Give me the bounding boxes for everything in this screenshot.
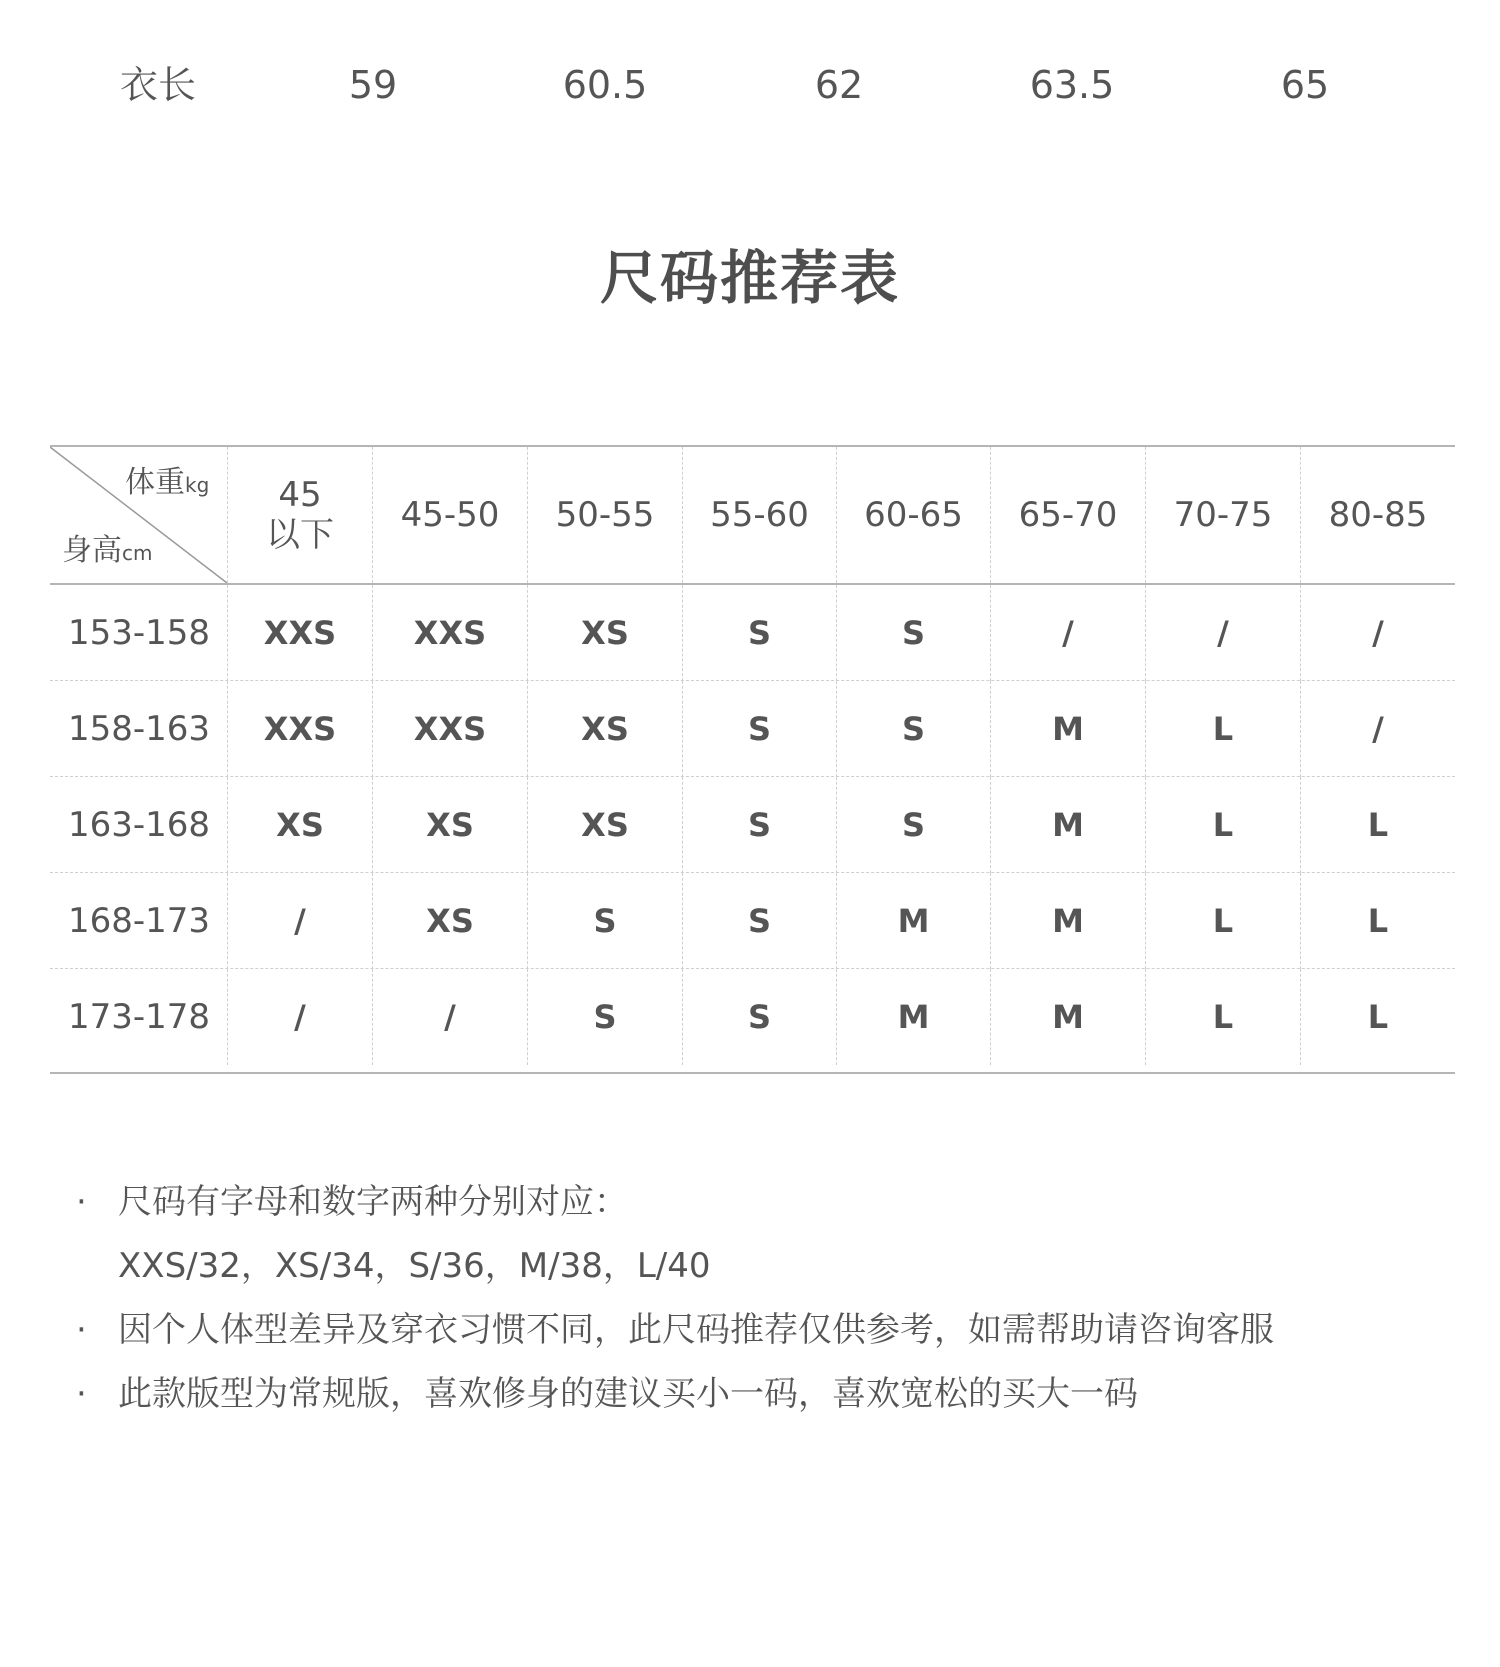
weight-unit: kg — [185, 473, 210, 497]
height-range-label: 158-163 — [68, 709, 211, 749]
size-cell: M — [990, 777, 1145, 873]
size-cell: S — [682, 969, 836, 1065]
height-axis-label — [62, 531, 152, 573]
note-text: 此款版型为常规版，喜欢修身的建议买小一码，喜欢宽松的买大一码 — [118, 1374, 1138, 1414]
note-text: 尺码有字母和数字两种分别对应： — [118, 1182, 628, 1222]
size-cell: L — [1145, 873, 1300, 969]
garment-length-row — [0, 55, 1500, 115]
length-label: 衣长 — [119, 63, 196, 107]
size-cell: XS — [527, 681, 682, 777]
bullet-dot: · — [76, 1310, 87, 1350]
table-row — [50, 585, 1455, 681]
size-cell: M — [990, 969, 1145, 1065]
size-cell: S — [682, 681, 836, 777]
height-range-label: 163-168 — [68, 805, 211, 845]
size-cell: L — [1145, 777, 1300, 873]
size-cell: L — [1300, 873, 1455, 969]
size-cell: XS — [227, 777, 372, 873]
weight-axis-label — [125, 463, 209, 505]
size-recommendation-table — [50, 445, 1455, 1074]
size-cell: / — [227, 969, 372, 1065]
size-cell: S — [836, 777, 990, 873]
size-cell: M — [990, 873, 1145, 969]
bullet-dot: · — [76, 1182, 87, 1222]
size-cell: XS — [372, 777, 527, 873]
weight-column-header: 80-85 — [1300, 447, 1455, 583]
length-value: 59 — [348, 63, 398, 107]
size-cell: S — [682, 585, 836, 681]
bullet-dot: · — [76, 1374, 87, 1414]
note-item — [70, 1298, 1470, 1362]
size-cell: M — [836, 969, 990, 1065]
weight-header-line1: 45 — [278, 475, 322, 515]
size-cell: XXS — [227, 585, 372, 681]
table-row — [50, 681, 1455, 777]
weight-column-header: 50-55 — [527, 447, 682, 583]
height-range-label: 168-173 — [68, 901, 211, 941]
size-cell: XS — [527, 585, 682, 681]
note-text: 因个人体型差异及穿衣习惯不同，此尺码推荐仅供参考，如需帮助请咨询客服 — [118, 1310, 1274, 1350]
height-range-label: 153-158 — [68, 613, 211, 653]
size-cell: / — [1300, 681, 1455, 777]
weight-column-header — [227, 447, 372, 583]
size-cell: M — [836, 873, 990, 969]
length-value: 62 — [814, 63, 864, 107]
weight-label-text: 体重 — [125, 465, 185, 500]
size-cell: S — [527, 969, 682, 1065]
size-cell: L — [1300, 969, 1455, 1065]
size-cell: S — [836, 681, 990, 777]
size-cell: S — [682, 777, 836, 873]
size-cell: L — [1145, 681, 1300, 777]
size-cell: XS — [527, 777, 682, 873]
table-row — [50, 777, 1455, 873]
length-value: 65 — [1280, 63, 1330, 107]
size-cell: / — [372, 969, 527, 1065]
size-cell: S — [682, 873, 836, 969]
size-cell: XS — [372, 873, 527, 969]
length-value: 60.5 — [562, 63, 648, 107]
table-row — [50, 969, 1455, 1065]
size-cell: S — [836, 585, 990, 681]
page-title: 尺码推荐表 — [599, 244, 900, 312]
weight-header-line2: 以下 — [266, 515, 334, 555]
note-item — [70, 1362, 1470, 1426]
length-value: 63.5 — [1029, 63, 1115, 107]
size-cell: / — [1300, 585, 1455, 681]
size-cell: / — [227, 873, 372, 969]
weight-column-header: 60-65 — [836, 447, 990, 583]
height-unit: cm — [122, 541, 153, 565]
size-cell: XXS — [372, 681, 527, 777]
height-range-label: 173-178 — [68, 997, 211, 1037]
weight-column-header: 65-70 — [990, 447, 1145, 583]
table-header-row — [50, 447, 1455, 585]
size-notes — [70, 1170, 1470, 1426]
size-cell: / — [1145, 585, 1300, 681]
table-corner-cell — [50, 447, 227, 583]
note-item — [70, 1170, 1470, 1234]
size-cell: M — [990, 681, 1145, 777]
note-size-mapping: XXS/32，XS/34，S/36，M/38，L/40 — [118, 1246, 711, 1286]
size-cell: XXS — [372, 585, 527, 681]
size-cell: L — [1145, 969, 1300, 1065]
weight-column-header: 45-50 — [372, 447, 527, 583]
table-row — [50, 873, 1455, 969]
size-cell: / — [990, 585, 1145, 681]
height-label-text: 身高 — [62, 533, 122, 568]
weight-column-header: 55-60 — [682, 447, 836, 583]
weight-column-header: 70-75 — [1145, 447, 1300, 583]
size-cell: XXS — [227, 681, 372, 777]
size-cell: S — [527, 873, 682, 969]
size-cell: L — [1300, 777, 1455, 873]
